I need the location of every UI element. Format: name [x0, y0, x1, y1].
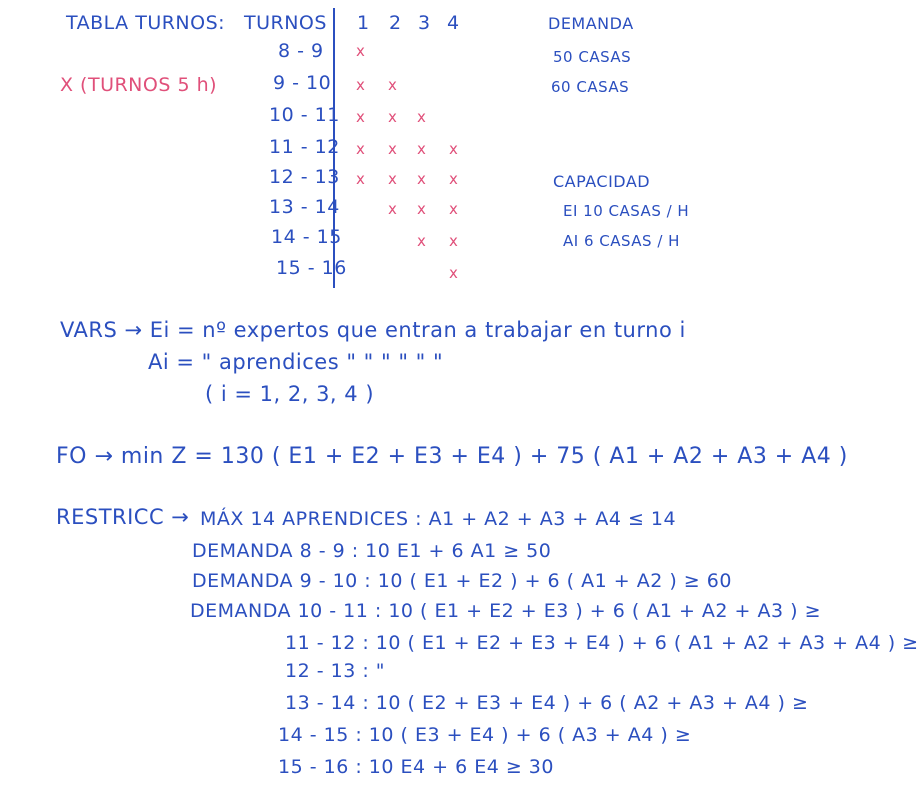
shift-mark-r6-c4: x — [449, 200, 458, 218]
restriction-13-14: 13 - 14 : 10 ( E2 + E3 + E4 ) + 6 ( A2 + A3 + A4 ) ≥ — [285, 692, 809, 714]
vars-line-2: Ai = " aprendices " " " " " " — [148, 350, 444, 374]
shift-mark-r3-c2: x — [388, 108, 397, 126]
shift-mark-r6-c3: x — [417, 200, 426, 218]
shift-mark-r2-c2: x — [388, 76, 397, 94]
demanda-line-2: 60 CASAS — [551, 78, 630, 96]
shift-mark-r5-c1: x — [356, 170, 365, 188]
hour-row-11-12: 11 - 12 — [269, 136, 340, 158]
hour-row-9-10: 9 - 10 — [273, 72, 332, 94]
vars-line-1: VARS → Ei = nº expertos que entran a trabajar en turno i — [60, 318, 686, 342]
shift-mark-r5-c2: x — [388, 170, 397, 188]
hour-row-15-16: 15 - 16 — [276, 257, 347, 279]
shift-number-4: 4 — [447, 12, 460, 34]
shift-mark-r5-c3: x — [417, 170, 426, 188]
demanda-line-1: 50 CASAS — [553, 48, 632, 66]
x-legend: X (TURNOS 5 h) — [60, 74, 218, 96]
shift-number-2: 2 — [389, 12, 402, 34]
restricc-label: RESTRICC → — [56, 505, 190, 529]
restriction-15-16: 15 - 16 : 10 E4 + 6 E4 ≥ 30 — [278, 756, 554, 778]
shift-number-3: 3 — [418, 12, 431, 34]
hour-row-10-11: 10 - 11 — [269, 104, 340, 126]
objective-function: FO → min Z = 130 ( E1 + E2 + E3 + E4 ) + 75 ( A1 + A2 + A3 + A4 ) — [56, 444, 848, 469]
capacidad-line-2: AI 6 CASAS / H — [563, 232, 680, 250]
turnos-header: TURNOS — [244, 12, 327, 34]
restriction-14-15: 14 - 15 : 10 ( E3 + E4 ) + 6 ( A3 + A4 ) ≥ — [278, 724, 692, 746]
shift-mark-r7-c4: x — [449, 232, 458, 250]
table-title: TABLA TURNOS: — [66, 12, 226, 34]
shift-mark-r2-c1: x — [356, 76, 365, 94]
restriction-9-10: DEMANDA 9 - 10 : 10 ( E1 + E2 ) + 6 ( A1 + A2 ) ≥ 60 — [192, 570, 732, 592]
hour-row-13-14: 13 - 14 — [269, 196, 340, 218]
vars-line-3: ( i = 1, 2, 3, 4 ) — [205, 382, 375, 406]
shift-mark-r3-c3: x — [417, 108, 426, 126]
capacidad-line-1: EI 10 CASAS / H — [563, 202, 690, 220]
restriction-10-11: DEMANDA 10 - 11 : 10 ( E1 + E2 + E3 ) + 6 ( A1 + A2 + A3 ) ≥ — [190, 600, 821, 622]
restriction-11-12: 11 - 12 : 10 ( E1 + E2 + E3 + E4 ) + 6 ( A1 + A2 + A3 + A4 ) ≥ — [285, 632, 919, 654]
shift-number-1: 1 — [357, 12, 370, 34]
shift-mark-r6-c2: x — [388, 200, 397, 218]
capacidad-label: CAPACIDAD — [553, 172, 651, 191]
shift-mark-r4-c3: x — [417, 140, 426, 158]
shift-mark-r7-c3: x — [417, 232, 426, 250]
shift-mark-r8-c4: x — [449, 264, 458, 282]
shift-mark-r5-c4: x — [449, 170, 458, 188]
hour-row-8-9: 8 - 9 — [278, 40, 324, 62]
shift-mark-r4-c1: x — [356, 140, 365, 158]
hour-row-14-15: 14 - 15 — [271, 226, 342, 248]
demanda-label: DEMANDA — [548, 14, 634, 33]
shift-mark-r3-c1: x — [356, 108, 365, 126]
shift-mark-r1-c1: x — [356, 42, 365, 60]
hour-row-12-13: 12 - 13 — [269, 166, 340, 188]
restriction-max-aprendices: MÁX 14 APRENDICES : A1 + A2 + A3 + A4 ≤ 14 — [200, 508, 677, 530]
shift-mark-r4-c2: x — [388, 140, 397, 158]
restriction-8-9: DEMANDA 8 - 9 : 10 E1 + 6 A1 ≥ 50 — [192, 540, 552, 562]
shift-mark-r4-c4: x — [449, 140, 458, 158]
restriction-12-13: 12 - 13 : " — [285, 660, 386, 682]
